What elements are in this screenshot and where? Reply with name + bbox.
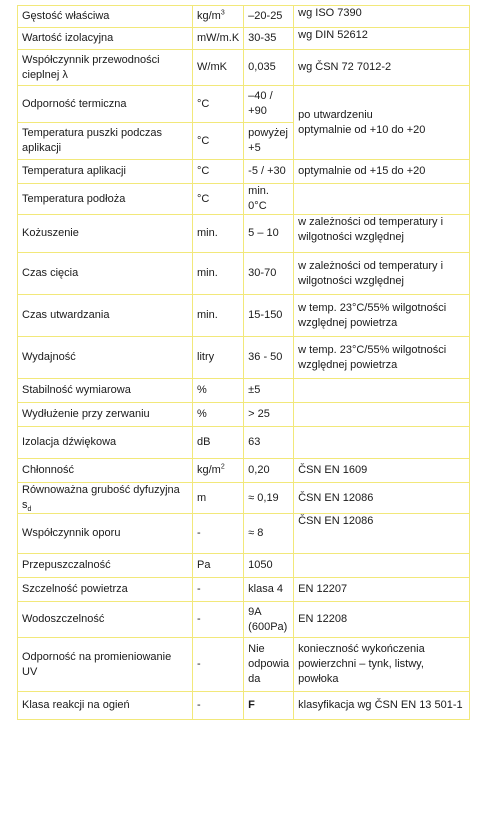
table-row	[18, 578, 470, 602]
property-name-cell	[18, 602, 193, 638]
unit-cell	[193, 403, 244, 427]
unit: °C	[197, 134, 210, 147]
property-name: Temperatura podłoża	[22, 192, 126, 205]
note: wg ČSN 72 7012-2	[298, 61, 392, 73]
value-cell	[244, 379, 294, 403]
note: EN 12207	[298, 583, 348, 595]
property-name-cell	[18, 253, 193, 295]
unit-cell	[193, 638, 244, 692]
value: 15-150	[248, 309, 283, 321]
note-cell	[294, 602, 470, 638]
note: optymalnie od +15 do +20	[298, 165, 426, 177]
property-name: Kożuszenie	[22, 227, 79, 239]
unit-cell	[193, 295, 244, 337]
unit-cell	[193, 483, 244, 514]
property-name-cell	[18, 215, 193, 253]
unit: -	[197, 527, 201, 539]
table-row	[18, 184, 470, 215]
unit: %	[197, 384, 207, 396]
note: po utwardzeniu	[298, 108, 373, 121]
value: –20-25	[248, 10, 283, 22]
property-name: Izolacja dźwiękowa	[22, 436, 117, 448]
unit-cell	[193, 578, 244, 602]
table-row	[18, 427, 470, 459]
table-row	[18, 337, 470, 379]
property-name-cell	[18, 403, 193, 427]
unit: -	[197, 699, 201, 711]
value: 0,035	[248, 61, 276, 73]
property-name-cell	[18, 483, 193, 514]
property-name: Wodoszczelność	[22, 613, 105, 625]
table-row	[18, 50, 470, 86]
note: w temp. 23°C/55% wilgotności względnej powietrza	[298, 301, 447, 329]
note-cell	[294, 554, 470, 578]
note: konieczność wykończenia powierzchni – tynk, listwy, powłoka	[298, 643, 425, 685]
property-name-cell	[18, 578, 193, 602]
value-cell	[244, 427, 294, 459]
table-row	[18, 602, 470, 638]
note-cell	[294, 403, 470, 427]
note-cell	[294, 295, 470, 337]
value-cell	[244, 514, 294, 554]
property-name-cell	[18, 554, 193, 578]
value: 0,20	[248, 464, 270, 476]
value-cell	[244, 337, 294, 379]
value: 63	[248, 436, 261, 448]
value-cell	[244, 554, 294, 578]
value-cell	[244, 28, 294, 50]
unit: kg/m	[197, 464, 221, 476]
value: 30-70	[248, 267, 277, 279]
value: 36 - 50	[248, 351, 283, 363]
value-cell	[244, 578, 294, 602]
property-name: Chłonność	[22, 464, 74, 476]
unit: min.	[197, 267, 218, 279]
table-row	[18, 295, 470, 337]
value: 9A (600Pa)	[248, 605, 288, 633]
unit: Pa	[197, 559, 211, 571]
table-row	[18, 28, 470, 50]
unit-cell	[193, 215, 244, 253]
value: 5 – 10	[248, 227, 279, 239]
value-cell	[244, 638, 294, 692]
value: -5 / +30	[248, 165, 286, 177]
table-row	[18, 692, 470, 720]
unit: dB	[197, 436, 211, 448]
property-name-cell	[18, 459, 193, 483]
property-name-cell	[18, 6, 193, 28]
note: ČSN EN 12086	[298, 491, 374, 504]
note-cell	[294, 578, 470, 602]
unit-cell	[193, 86, 244, 123]
value: 30-35	[248, 32, 277, 44]
value: klasa 4	[248, 583, 284, 595]
unit-cell	[193, 184, 244, 215]
unit-cell	[193, 6, 244, 28]
property-name: Odporność na promieniowanie UV	[22, 650, 172, 678]
property-name-cell	[18, 50, 193, 86]
value-cell	[244, 602, 294, 638]
unit-cell	[193, 123, 244, 160]
value-cell	[244, 215, 294, 253]
note: w zależności od temperatury i wilgotności względnej	[298, 216, 444, 243]
properties-table	[17, 5, 470, 720]
unit-cell	[193, 160, 244, 184]
value: min. 0°C	[248, 185, 269, 212]
property-name-cell	[18, 638, 193, 692]
property-name: Klasa reakcji na ogień	[22, 699, 130, 711]
property-name: Czas utwardzania	[22, 309, 110, 321]
value: 1050	[248, 559, 273, 571]
table-row	[18, 86, 470, 123]
property-name: Gęstość właściwa	[22, 10, 110, 22]
property-name: Równoważna grubość dyfuzyjna s	[22, 484, 180, 511]
note-cell	[294, 215, 470, 253]
unit-cell	[193, 379, 244, 403]
note: wg ISO 7390	[298, 7, 362, 19]
note-cell	[294, 6, 470, 28]
table-row	[18, 554, 470, 578]
unit: °C	[197, 165, 210, 177]
value-cell	[244, 483, 294, 514]
note-cell	[294, 379, 470, 403]
value: powyżej +5	[248, 127, 288, 154]
note-cell	[294, 337, 470, 379]
unit-cell	[193, 459, 244, 483]
property-name: Przepuszczalność	[22, 559, 111, 571]
unit-superscript: 2	[220, 463, 225, 471]
note-cell	[294, 427, 470, 459]
note-cell	[294, 483, 470, 514]
table-row	[18, 403, 470, 427]
property-name: Temperatura puszki podczas aplikacji	[22, 127, 163, 154]
value: F	[248, 699, 255, 711]
value-cell	[244, 160, 294, 184]
unit-cell	[193, 253, 244, 295]
value: ≈ 0,19	[248, 491, 279, 504]
unit: °C	[197, 97, 210, 110]
table-row	[18, 379, 470, 403]
value-cell	[244, 123, 294, 160]
unit-cell	[193, 337, 244, 379]
unit: kg/m	[197, 10, 221, 22]
property-name: Odporność termiczna	[22, 97, 127, 110]
unit-cell	[193, 514, 244, 554]
property-name: Współczynnik przewodności cieplnej λ	[22, 53, 160, 81]
property-name: Temperatura aplikacji	[22, 165, 126, 177]
table-row	[18, 215, 470, 253]
unit: -	[197, 658, 201, 670]
unit: min.	[197, 227, 218, 239]
note: w temp. 23°C/55% wilgotności względnej powietrza	[298, 343, 447, 371]
unit-cell	[193, 692, 244, 720]
unit: °C	[197, 192, 210, 205]
unit-superscript: 3	[220, 9, 225, 17]
value: ±5	[248, 384, 261, 396]
note: w zależności od temperatury i wilgotności względnej	[298, 259, 444, 287]
value-cell	[244, 459, 294, 483]
note-cell	[294, 253, 470, 295]
value-cell	[244, 86, 294, 123]
property-name-cell	[18, 379, 193, 403]
note-cell	[294, 692, 470, 720]
table-row	[18, 638, 470, 692]
unit-cell	[193, 427, 244, 459]
property-name-cell	[18, 295, 193, 337]
unit: %	[197, 408, 207, 420]
value-cell	[244, 295, 294, 337]
note-cell	[294, 160, 470, 184]
property-name: Wydajność	[22, 351, 76, 363]
note-cell	[294, 86, 470, 160]
note: EN 12208	[298, 613, 348, 625]
note: wg DIN 52612	[298, 29, 368, 41]
table-row	[18, 160, 470, 184]
property-name-cell	[18, 427, 193, 459]
value-cell	[244, 6, 294, 28]
property-name: Stabilność wymiarowa	[22, 384, 131, 396]
note-cell	[294, 28, 470, 50]
table-row	[18, 6, 470, 28]
property-name: Wydłużenie przy zerwaniu	[22, 408, 150, 420]
unit: min.	[197, 309, 218, 321]
property-name-cell	[18, 160, 193, 184]
property-name-cell	[18, 337, 193, 379]
value-cell	[244, 403, 294, 427]
unit-cell	[193, 50, 244, 86]
property-name-cell	[18, 692, 193, 720]
properties-table-body	[18, 6, 470, 720]
unit: litry	[197, 351, 215, 363]
value-cell	[244, 692, 294, 720]
unit: W/mK	[197, 61, 227, 73]
note: ČSN EN 1609	[298, 464, 368, 476]
note: klasyfikacja wg ČSN EN 13 501-1	[298, 699, 463, 711]
table-row	[18, 459, 470, 483]
table-row	[18, 514, 470, 554]
property-name-cell	[18, 86, 193, 123]
value-cell	[244, 184, 294, 215]
note-cell	[294, 638, 470, 692]
note-cell	[294, 184, 470, 215]
unit: mW/m.K	[197, 32, 240, 44]
unit-cell	[193, 602, 244, 638]
value: Nie odpowia da	[248, 643, 290, 685]
note-cell	[294, 459, 470, 483]
value-cell	[244, 253, 294, 295]
table-row	[18, 253, 470, 295]
unit-cell	[193, 554, 244, 578]
unit: -	[197, 613, 201, 625]
property-name-cell	[18, 28, 193, 50]
property-name-cell	[18, 184, 193, 215]
note: ČSN EN 12086	[298, 515, 374, 527]
property-name-cell	[18, 514, 193, 554]
note: optymalnie od +10 do +20	[298, 123, 426, 136]
note-cell	[294, 514, 470, 554]
property-name-cell	[18, 123, 193, 160]
note-cell	[294, 50, 470, 86]
value: –40 / +90	[248, 90, 273, 117]
property-name: Czas cięcia	[22, 267, 79, 279]
unit-cell	[193, 28, 244, 50]
property-name: Wartość izolacyjna	[22, 32, 114, 44]
value: > 25	[248, 408, 270, 420]
unit: -	[197, 583, 201, 595]
value-cell	[244, 50, 294, 86]
property-name: Szczelność powietrza	[22, 583, 128, 595]
value: ≈ 8	[248, 527, 264, 539]
unit: m	[197, 491, 207, 504]
property-subscript: d	[27, 506, 32, 514]
property-name: Współczynnik oporu	[22, 527, 121, 539]
table-row	[18, 483, 470, 514]
